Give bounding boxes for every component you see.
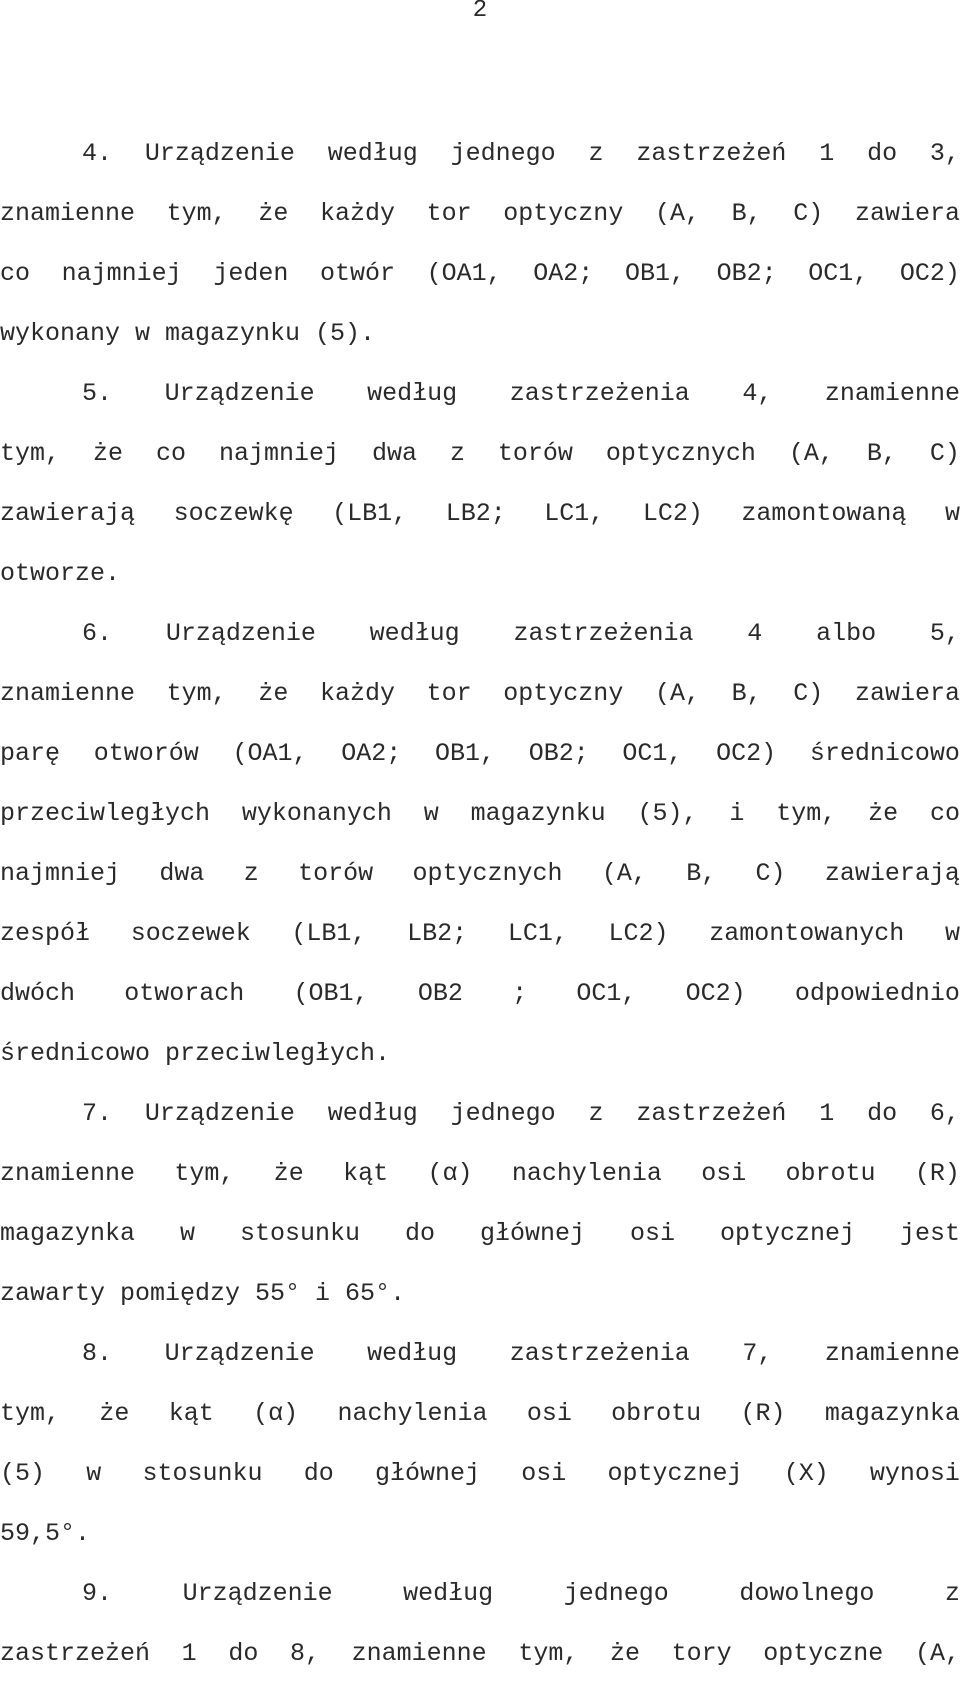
text-line [0,484,960,544]
word: wynosi [869,1459,960,1488]
word: (A, [654,199,700,228]
word: Urządzenie [144,139,295,168]
word: 1 [181,1639,197,1668]
text-line [0,1504,960,1564]
word: 6. [82,619,113,648]
word: LC1, [507,919,568,948]
word: co [0,259,31,288]
word: 7, [742,1339,773,1368]
text-line [0,844,960,904]
word: LC2) [642,499,703,528]
word: (LB1, [332,499,408,528]
word: kąt [343,1159,389,1188]
word: Urządzenie [144,1099,295,1128]
word: do [303,1459,334,1488]
word: jednego [563,1579,669,1608]
word: według [403,1579,494,1608]
word: LC2) [608,919,669,948]
word: magazynku [470,799,606,828]
word: jeden [213,259,289,288]
word: osi [629,1219,675,1248]
word: optyczny [503,199,624,228]
word: optyczne [763,1639,884,1668]
word: do [228,1639,259,1668]
word: (OA1, [232,739,308,768]
text-line [0,724,960,784]
word: że [258,199,289,228]
word: według [327,139,418,168]
word: magazynka [824,1399,960,1428]
word: 3, [929,139,960,168]
word: (OB1, [293,979,369,1008]
word: optyczny [503,679,624,708]
text-line [0,424,960,484]
word: w [423,799,439,828]
word: (A, [601,859,647,888]
word: 4. [82,139,113,168]
text-line [0,1564,960,1624]
word: soczewkę [173,499,294,528]
word: najmniej [0,859,121,888]
word: osi [521,1459,567,1488]
word: zamontowanych [709,919,905,948]
word: optycznej [719,1219,855,1248]
word: że [609,1639,640,1668]
text-line [0,544,960,604]
word: do [404,1219,435,1248]
word: Urządzenie [165,619,316,648]
word: kąt [168,1399,214,1428]
word: albo [816,619,877,648]
word: Urządzenie [182,1579,333,1608]
word: zespół [0,919,91,948]
word: jednego [450,1099,556,1128]
word: 7. [82,1099,113,1128]
word: odpowiednio [794,979,960,1008]
word: w [180,1219,196,1248]
page-number: 2 [472,0,488,24]
word: że [92,439,123,468]
word: OA2; [341,739,402,768]
text-line [0,244,960,304]
word: (A, [788,439,834,468]
word: osi [701,1159,747,1188]
word: stosunku [239,1219,361,1248]
word: zamontowaną [741,499,907,528]
word: parę [0,739,61,768]
word: (X) [783,1459,829,1488]
word: torów [497,439,573,468]
word: 1 [819,139,835,168]
word: OA2; [533,259,594,288]
word: tym, [0,439,61,468]
word: znamienne [0,679,136,708]
word: OB2 [417,979,463,1008]
word: zastrzeżeń [636,139,787,168]
line-text: średnicowo przeciwległych. [0,1039,391,1068]
word: OB2; [716,259,777,288]
word: zastrzeżeń [636,1099,787,1128]
word: OB1, [434,739,495,768]
word: znamienne [824,379,960,408]
word: C) [755,859,786,888]
word: optycznych [605,439,756,468]
word: 5, [929,619,960,648]
word: OB1, [624,259,685,288]
word: 5. [82,379,113,408]
word: OB2; [528,739,589,768]
word: z [588,139,604,168]
text-line [0,124,960,184]
word: (LB1, [291,919,367,948]
word: B, [731,199,762,228]
word: do [867,139,898,168]
word: znamienne [824,1339,960,1368]
text-line [0,1444,960,1504]
text-line [0,1264,960,1324]
word: magazynka [0,1219,136,1248]
word: 4, [742,379,773,408]
word: (5), [637,799,698,828]
word: 6, [929,1099,960,1128]
word: tym, [0,1399,61,1428]
claims-text [0,124,960,1684]
word: przeciwległych [0,799,211,828]
line-text: otworze. [0,559,121,588]
text-line [0,664,960,724]
line-text: wykonany w magazynku (5). [0,319,376,348]
word: że [99,1399,130,1428]
word: Urządzenie [164,1339,315,1368]
word: OC2) [716,739,777,768]
word: otworach [124,979,245,1008]
word: w [944,919,960,948]
word: OC1, [576,979,637,1008]
word: zawierają [824,859,960,888]
word: tor [426,199,472,228]
word: każdy [319,199,395,228]
word: co [929,799,960,828]
text-line [0,1624,960,1684]
word: LB2; [407,919,468,948]
word: Urządzenie [164,379,315,408]
word: najmniej [61,259,182,288]
word: (R) [740,1399,786,1428]
text-line [0,1324,960,1384]
word: (R) [914,1159,960,1188]
word: średnicowo [809,739,960,768]
word: dowolnego [739,1579,875,1608]
text-line [0,604,960,664]
word: tym, [776,799,837,828]
word: najmniej [218,439,339,468]
text-line [0,784,960,844]
text-line [0,304,960,364]
word: 4 [747,619,763,648]
word: znamienne [351,1639,487,1668]
word: obrotu [611,1399,702,1428]
word: 8. [82,1339,113,1368]
word: tor [426,679,472,708]
word: (A, [914,1639,960,1668]
word: do [867,1099,898,1128]
word: OC2) [899,259,960,288]
word: zastrzeżenia [513,619,694,648]
word: torów [298,859,374,888]
word: tym, [166,199,227,228]
word: i [729,799,745,828]
word: B, [731,679,762,708]
word: dwóch [0,979,76,1008]
word: z [944,1579,960,1608]
word: znamienne [0,199,136,228]
word: otwór [319,259,395,288]
line-text: 59,5°. [0,1519,91,1548]
word: co [155,439,186,468]
text-line [0,1084,960,1144]
word: nachylenia [337,1399,488,1428]
word: B, [686,859,717,888]
word: zawierają [0,499,136,528]
word: otworów [93,739,199,768]
text-line [0,1144,960,1204]
word: że [868,799,899,828]
word: głównej [479,1219,585,1248]
word: LB2; [445,499,506,528]
word: C) [793,199,824,228]
text-line [0,1024,960,1084]
word: wykonanych [241,799,392,828]
text-line [0,904,960,964]
word: soczewek [130,919,251,948]
word: dwa [159,859,205,888]
word: zastrzeżenia [509,379,690,408]
word: według [369,619,460,648]
word: zastrzeżenia [509,1339,690,1368]
word: tym, [518,1639,579,1668]
word: 8, [289,1639,320,1668]
word: według [367,379,458,408]
line-text: zawarty pomiędzy 55° i 65°. [0,1279,406,1308]
word: C) [929,439,960,468]
word: obrotu [785,1159,876,1188]
word: z [449,439,465,468]
word: B, [866,439,897,468]
word: każdy [319,679,395,708]
word: OC1, [808,259,869,288]
word: OC1, [622,739,683,768]
word: w [944,499,960,528]
word: według [327,1099,418,1128]
word: osi [526,1399,572,1428]
word: (α) [427,1159,473,1188]
word: optycznych [412,859,563,888]
word: jednego [450,139,556,168]
word: w [86,1459,102,1488]
word: C) [793,679,824,708]
word: stosunku [142,1459,263,1488]
word: ; [512,979,528,1008]
word: z [588,1099,604,1128]
word: 9. [82,1579,113,1608]
word: zawiera [854,679,960,708]
text-line [0,364,960,424]
text-line [0,184,960,244]
word: głównej [374,1459,480,1488]
text-line [0,964,960,1024]
word: (α) [253,1399,299,1428]
word: (5) [0,1459,46,1488]
text-line [0,1204,960,1264]
word: znamienne [0,1159,136,1188]
word: (A, [654,679,700,708]
word: tym, [174,1159,235,1188]
word: nachylenia [511,1159,662,1188]
word: jest [899,1219,960,1248]
word: OC2) [685,979,746,1008]
word: dwa [371,439,417,468]
word: że [258,679,289,708]
word: optycznej [607,1459,743,1488]
word: 1 [819,1099,835,1128]
word: że [273,1159,304,1188]
word: zastrzeżeń [0,1639,151,1668]
word: z [243,859,259,888]
word: zawiera [854,199,960,228]
word: (OA1, [426,259,502,288]
word: według [367,1339,458,1368]
word: tym, [166,679,227,708]
text-line [0,1384,960,1444]
word: tory [671,1639,732,1668]
word: LC1, [544,499,605,528]
